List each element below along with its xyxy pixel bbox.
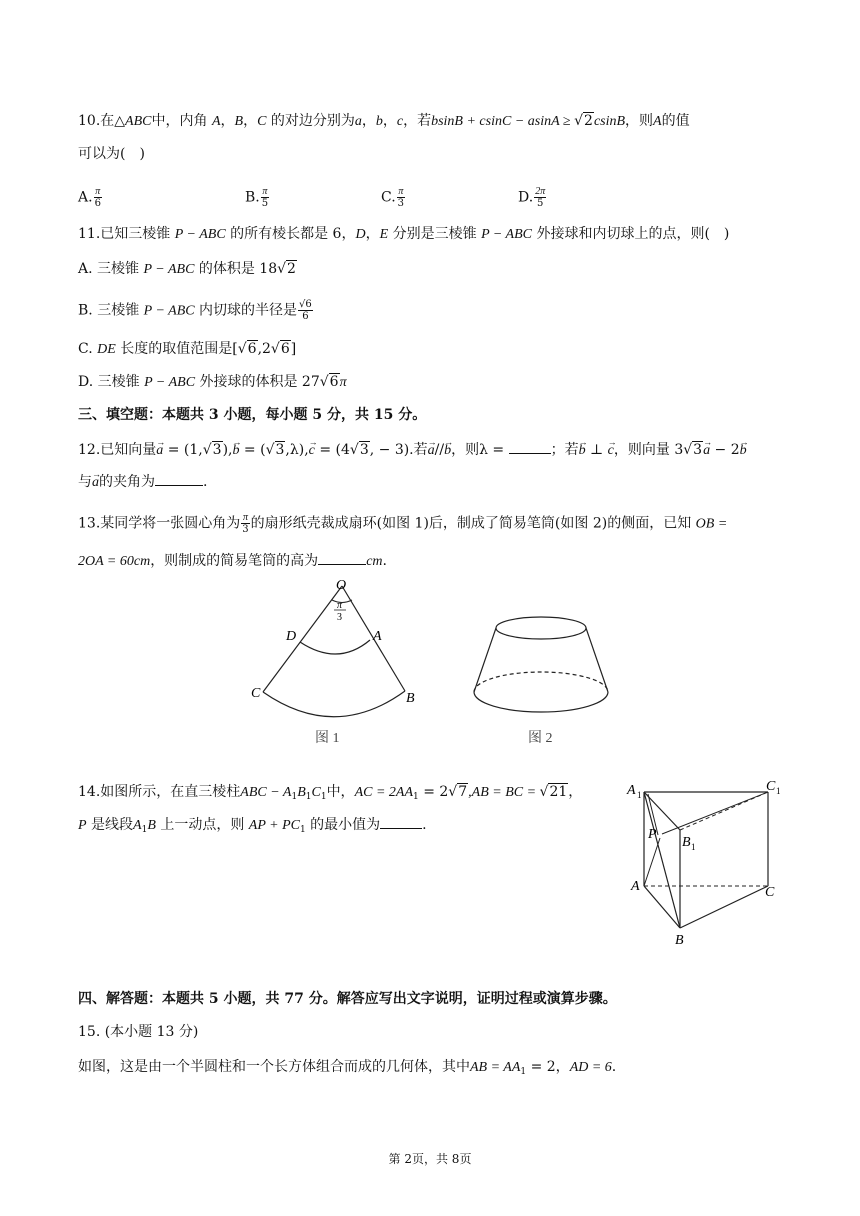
q11-option-c: C. DE 长度的取值范围是[√6,2√6] xyxy=(78,341,297,357)
q10-option-b: B. $\frac{\pi}{5}$ xyxy=(245,186,269,209)
svg-text:1: 1 xyxy=(637,790,642,800)
label-c: C xyxy=(251,686,261,701)
q15-stem: 如图，这是由一个半圆柱和一个长方体组合而成的几何体，其中AB = $AA_1 = 2$，AD = 6. xyxy=(78,1059,617,1077)
label-a: A xyxy=(631,879,640,894)
page-footer: 第 2页，共 8页 xyxy=(388,1152,472,1166)
label-b: B xyxy=(675,933,684,948)
figure-2-caption: 图 2 xyxy=(528,731,553,746)
figure-1-sector xyxy=(240,572,430,752)
section-3-heading: 三、填空题：本题共 3 小题，每小题 5 分，共 15 分。 xyxy=(78,407,427,423)
q12-line2: 与→ a的夹角为 . xyxy=(78,472,207,493)
q11-stem: 11.已知三棱锥 P − ABC 的所有棱长都是 6，D，E 分别是三棱锥 P − ABC 外接球和内切球上的点，则( ) xyxy=(78,226,730,242)
label-o: O xyxy=(336,578,347,593)
label-c1: C xyxy=(766,779,776,794)
label-a: A xyxy=(373,629,382,644)
q10-option-d: D. $\frac{2\pi}{5}$ xyxy=(518,186,546,209)
section-4-heading: 四、解答题：本题共 5 小题，共 77 分。解答应写出文字说明，证明过程或演算步骤。 xyxy=(78,991,617,1007)
angle-num: π xyxy=(337,600,343,611)
q10-option-c: C. $\frac{\pi}{3}$ xyxy=(381,186,405,209)
label-p: P xyxy=(648,827,657,842)
label-b1: B xyxy=(682,835,691,850)
label-b: B xyxy=(406,691,415,706)
q13-line2: 2OA = 60cm，则制成的简易笔筒的高为 cm. xyxy=(78,553,387,569)
q10-option-a: A. $\frac{\pi}{6}$ xyxy=(78,186,101,209)
q11-option-b: B. 三棱锥 P − ABC 内切球的半径是 $\frac{√6}{6}$ xyxy=(78,299,312,322)
q11-option-a: A. 三棱锥 P − ABC 的体积是 18√2 xyxy=(78,261,296,277)
q13-line1: 13.某同学将一张圆心角为 $\frac{\pi}{3}$ 的扇形纸壳裁成扇环(如图 1)后，制成了简易笔筒(如图 2)的侧面，已知 OB = xyxy=(78,512,728,535)
q10-line2: 可以为( ) xyxy=(78,146,145,162)
figure-2-frustum xyxy=(462,600,622,752)
label-d: D xyxy=(286,629,297,644)
q14-line2: P 是线段$A_1B$ 上一动点，则 AP + $PC_1$ 的最小值为 . xyxy=(78,817,427,835)
angle-den: 3 xyxy=(337,612,342,623)
q12-line1: 12.已知向量→ a = (1,√3),→ b = (√3,λ),→ c = (4√3, − 3).若→ a//→ b，则λ = ；若→ b ⊥ → c，则向量 3√3→ a − 2→ b xyxy=(78,440,747,461)
q15-heading: 15. (本小题 13 分) xyxy=(78,1024,199,1040)
svg-text:1: 1 xyxy=(776,786,781,796)
figure-3-prism xyxy=(618,772,788,954)
q14-line1: 14.如图所示，在直三棱柱ABC − $A_1B_1C_1$中，AC = $2AA_1 = 2√7,AB$ = BC = √21， xyxy=(78,784,583,802)
label-a1: A xyxy=(627,783,636,798)
q10-line1: 10.在△ABC中，内角 A，B，C 的对边分别为a，b，c，若bsinB + csinC − asinA ≥ √2csinB，则A的值 xyxy=(78,113,690,129)
q11-option-d: D. 三棱锥 P − ABC 外接球的体积是 27√6π xyxy=(78,374,347,390)
label-c: C xyxy=(765,885,775,900)
figure-1-caption: 图 1 xyxy=(315,731,340,746)
svg-text:1: 1 xyxy=(691,842,696,852)
